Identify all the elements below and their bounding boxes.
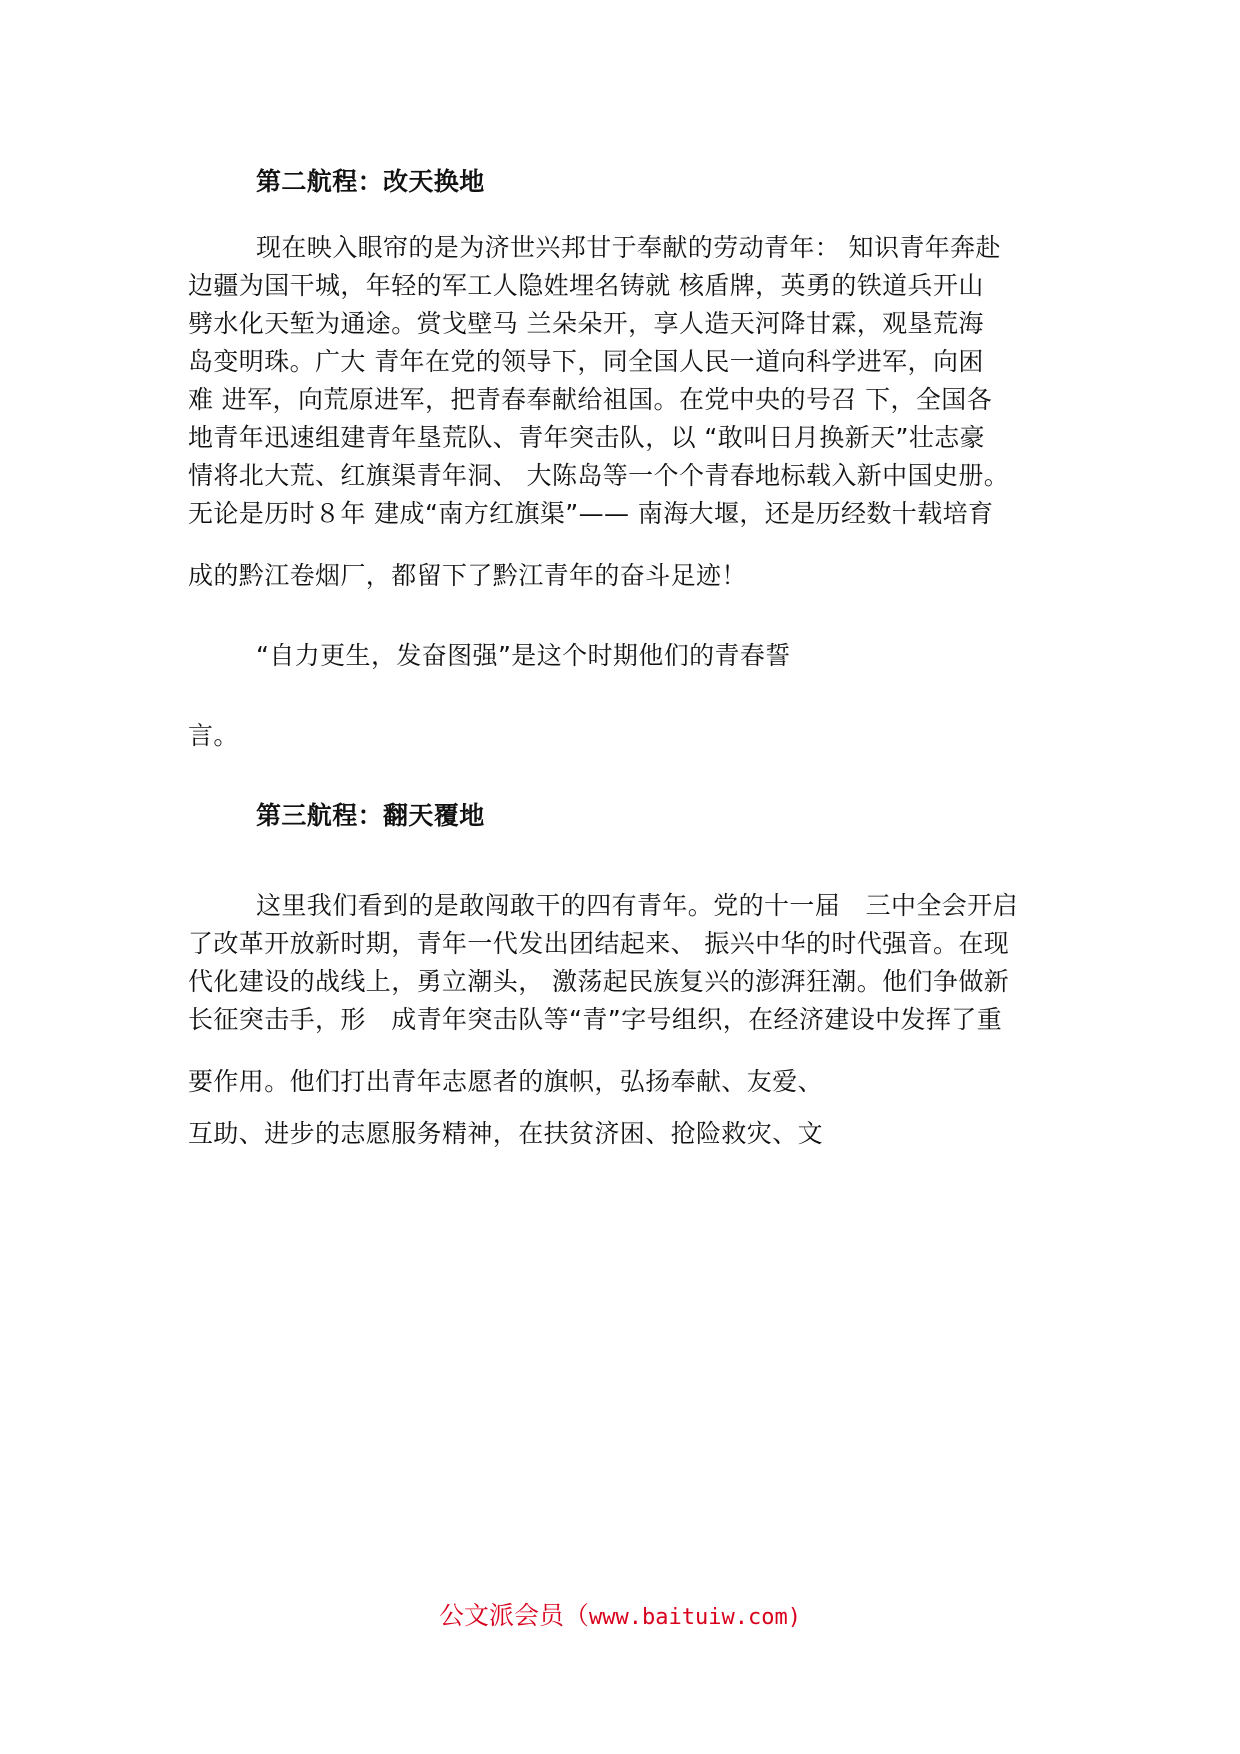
- section-2-line-8: 无论是历时８年 建成“南方红旗渠”—— 南海大堰，还是历经数十载培育: [188, 499, 994, 528]
- section-2-line-2: 边疆为国干城，年轻的军工人隐姓埋名铸就 核盾牌，英勇的铁道兵开山: [188, 271, 984, 300]
- section-3-line-2: 了改革开放新时期，青年一代发出团结起来、 振兴中华的时代强音。在现: [188, 929, 1010, 958]
- section-2-line-4: 岛变明珠。广大 青年在党的领导下，同全国人民一道向科学进军，向困: [188, 347, 984, 376]
- section-3-line-1: 这里我们看到的是敢闯敢干的四有青年。党的十一届 三中全会开启: [256, 891, 1019, 920]
- section-2-line-5: 难 进军，向荒原进军，把青春奉献给祖国。在党中央的号召 下，全国各: [188, 385, 993, 414]
- footer-label: 公文派会员（: [439, 1601, 590, 1630]
- section-3-line-4: 长征突击手，形 成青年突击队等“青”字号组织，在经济建设中发挥了重: [188, 1005, 1003, 1034]
- footer-watermark: [0, 1598, 1240, 1636]
- section-2-heading: 第二航程：改天换地: [256, 167, 485, 196]
- section-3-heading: 第三航程：翻天覆地: [256, 801, 485, 830]
- section-2-line-3: 劈水化天堑为通途。赏戈壁马 兰朵朵开，享人造天河降甘霖，观垦荒海: [188, 309, 984, 338]
- section-2-line-1: 现在映入眼帘的是为济世兴邦甘于奉献的劳动青年： 知识青年奔赴: [256, 233, 1001, 262]
- section-2-line-9: 成的黔江卷烟厂，都留下了黔江青年的奋斗足迹！: [188, 561, 747, 590]
- section-2-line-6: 地青年迅速组建青年垦荒队、青年突击队，以 “敢叫日月换新天”壮志豪: [188, 423, 986, 452]
- section-3-line-3: 代化建设的战线上，勇立潮头， 激荡起民族复兴的澎湃狂潮。他们争做新: [188, 967, 1010, 996]
- section-2-line-7: 情将北大荒、红旗渠青年洞、 大陈岛等一个个青春地标载入新中国史册。: [188, 461, 1010, 490]
- section-3-line-5: 要作用。他们打出青年志愿者的旗帜，弘扬奉献、友爱、: [188, 1067, 824, 1096]
- footer-url[interactable]: www.baituiw.com): [589, 1605, 801, 1630]
- section-3-line-6: 互助、进步的志愿服务精神，在扶贫济困、抢险救灾、文: [188, 1119, 824, 1148]
- motto-line-1: “自力更生，发奋图强”是这个时期他们的青春誓: [256, 641, 791, 670]
- motto-line-2: 言。: [188, 721, 239, 750]
